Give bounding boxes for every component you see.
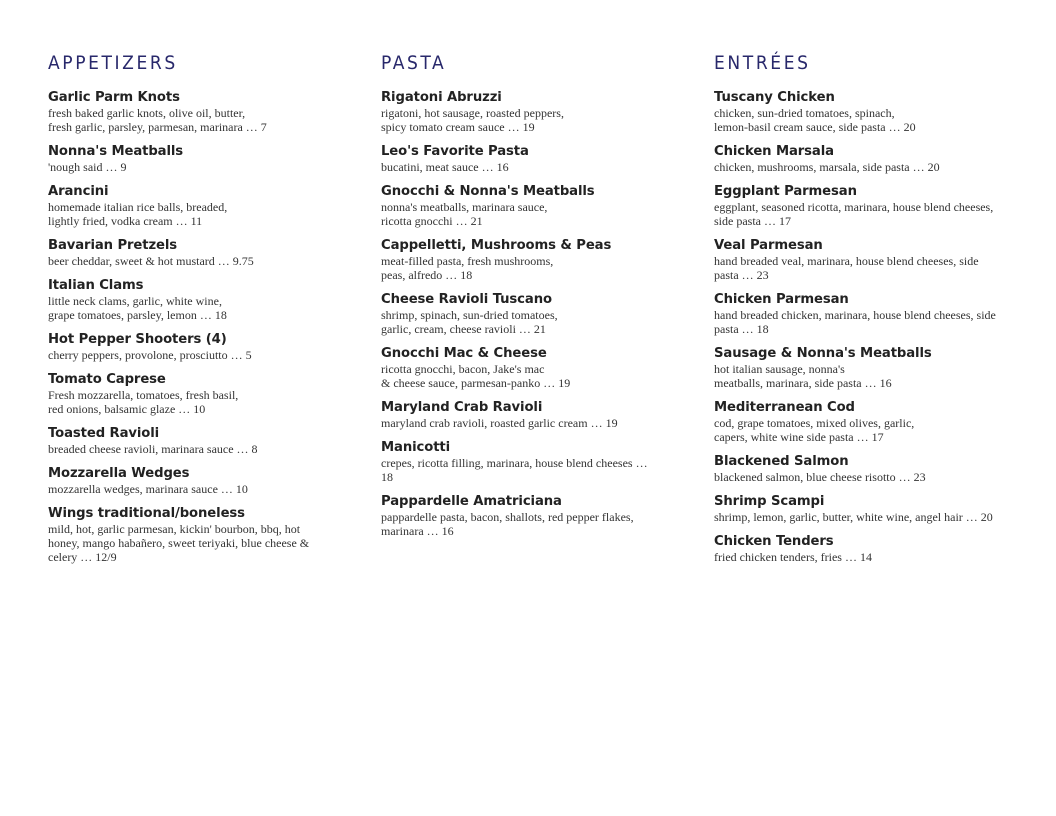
menu-page — [48, 52, 1014, 574]
menu-item — [381, 400, 700, 430]
menu-item — [714, 534, 1014, 564]
item-description: shrimp, spinach, sun-dried tomatoes, garlic, cream, cheese ravioli … 21 — [381, 308, 558, 336]
item-name: Rigatoni Abruzzi — [381, 90, 502, 105]
item-description: beer cheddar, sweet & hot mustard … 9.75 — [48, 254, 254, 268]
menu-item — [48, 466, 367, 496]
menu-item — [48, 426, 367, 456]
item-description: homemade italian rice balls, breaded, lightly fried, vodka cream … 11 — [48, 200, 228, 228]
item-description: hot italian sausage, nonna's meatballs, marinara, side pasta … 16 — [714, 362, 892, 390]
item-name: Tuscany Chicken — [714, 90, 835, 105]
item-description: maryland crab ravioli, roasted garlic cream … 19 — [381, 416, 618, 430]
menu-item — [714, 144, 1014, 174]
item-description: eggplant, seasoned ricotta, marinara, house blend cheeses, side pasta … 17 — [714, 200, 994, 228]
item-description: little neck clams, garlic, white wine, grape tomatoes, parsley, lemon … 18 — [48, 294, 227, 322]
column-pasta — [381, 52, 714, 574]
item-description: chicken, sun-dried tomatoes, spinach, lemon-basil cream sauce, side pasta … 20 — [714, 106, 916, 134]
item-name: Gnocchi Mac & Cheese — [381, 346, 547, 361]
item-name: Chicken Marsala — [714, 144, 834, 159]
menu-item — [381, 440, 700, 484]
item-description: hand breaded chicken, marinara, house blend cheeses, side pasta … 18 — [714, 308, 996, 336]
menu-item — [48, 506, 367, 564]
item-description: hand breaded veal, marinara, house blend cheeses, side pasta … 23 — [714, 254, 979, 282]
menu-item — [381, 144, 700, 174]
item-name: Arancini — [48, 184, 109, 199]
menu-item — [714, 292, 1014, 336]
column-entrees — [714, 52, 1014, 574]
item-name: Leo's Favorite Pasta — [381, 144, 529, 159]
item-description: chicken, mushrooms, marsala, side pasta … 20 — [714, 160, 940, 174]
menu-item — [381, 90, 700, 134]
item-description: crepes, ricotta filling, marinara, house blend cheeses … 18 — [381, 456, 648, 484]
item-name: Tomato Caprese — [48, 372, 166, 387]
item-description: cod, grape tomatoes, mixed olives, garlic, capers, white wine side pasta … 17 — [714, 416, 915, 444]
menu-item — [48, 184, 367, 228]
item-description: mozzarella wedges, marinara sauce … 10 — [48, 482, 248, 496]
menu-item — [381, 238, 700, 282]
section-title-entrees: ENTRÉES — [714, 52, 811, 74]
menu-item — [714, 238, 1014, 282]
item-name: Sausage & Nonna's Meatballs — [714, 346, 932, 361]
item-description: pappardelle pasta, bacon, shallots, red pepper flakes, marinara … 16 — [381, 510, 634, 538]
menu-item — [714, 400, 1014, 444]
item-description: fresh baked garlic knots, olive oil, butter, fresh garlic, parsley, parmesan, marinara … 7 — [48, 106, 267, 134]
item-description: meat-filled pasta, fresh mushrooms, peas, alfredo … 18 — [381, 254, 554, 282]
item-name: Cheese Ravioli Tuscano — [381, 292, 552, 307]
item-name: Chicken Parmesan — [714, 292, 849, 307]
item-description: shrimp, lemon, garlic, butter, white wine, angel hair … 20 — [714, 510, 993, 524]
item-name: Veal Parmesan — [714, 238, 823, 253]
item-name: Blackened Salmon — [714, 454, 849, 469]
item-description: rigatoni, hot sausage, roasted peppers, spicy tomato cream sauce … 19 — [381, 106, 564, 134]
item-description: mild, hot, garlic parmesan, kickin' bourbon, bbq, hot honey, mango habañero, sweet teriyaki, blue cheese & celery … 12/9 — [48, 522, 310, 564]
menu-item — [381, 494, 700, 538]
item-description: fried chicken tenders, fries … 14 — [714, 550, 872, 564]
item-name: Maryland Crab Ravioli — [381, 400, 543, 415]
item-name: Gnocchi & Nonna's Meatballs — [381, 184, 595, 199]
menu-item — [381, 184, 700, 228]
section-title-pasta: PASTA — [381, 52, 447, 74]
item-name: Eggplant Parmesan — [714, 184, 857, 199]
item-name: Bavarian Pretzels — [48, 238, 178, 253]
menu-item — [714, 184, 1014, 228]
menu-item — [714, 454, 1014, 484]
menu-item — [48, 372, 367, 416]
item-name: Shrimp Scampi — [714, 494, 825, 509]
item-description: nonna's meatballs, marinara sauce, ricotta gnocchi … 21 — [381, 200, 548, 228]
item-name: Toasted Ravioli — [48, 426, 160, 441]
item-description: breaded cheese ravioli, marinara sauce … 8 — [48, 442, 258, 456]
item-name: Wings traditional/boneless — [48, 506, 245, 521]
item-name: Mediterranean Cod — [714, 400, 855, 415]
item-description: blackened salmon, blue cheese risotto … 23 — [714, 470, 926, 484]
item-description: ricotta gnocchi, bacon, Jake's mac & cheese sauce, parmesan-panko … 19 — [381, 362, 571, 390]
menu-item — [381, 292, 700, 336]
menu-item — [714, 494, 1014, 524]
menu-item — [714, 90, 1014, 134]
menu-item — [48, 278, 367, 322]
item-name: Mozzarella Wedges — [48, 466, 190, 481]
item-description: Fresh mozzarella, tomatoes, fresh basil, red onions, balsamic glaze … 10 — [48, 388, 239, 416]
item-name: Nonna's Meatballs — [48, 144, 184, 159]
menu-item — [48, 332, 367, 362]
menu-item — [714, 346, 1014, 390]
item-description: cherry peppers, provolone, prosciutto … 5 — [48, 348, 252, 362]
menu-item — [48, 238, 367, 268]
item-name: Garlic Parm Knots — [48, 90, 180, 105]
item-description: 'nough said … 9 — [48, 160, 127, 174]
item-name: Chicken Tenders — [714, 534, 834, 549]
item-name: Pappardelle Amatriciana — [381, 494, 562, 509]
item-name: Manicotti — [381, 440, 451, 455]
item-name: Italian Clams — [48, 278, 144, 293]
section-title-appetizers: APPETIZERS — [48, 52, 178, 74]
item-name: Cappelletti, Mushrooms & Peas — [381, 238, 612, 253]
menu-item — [48, 144, 367, 174]
menu-item — [48, 90, 367, 134]
column-appetizers — [48, 52, 381, 574]
menu-item — [381, 346, 700, 390]
item-name: Hot Pepper Shooters (4) — [48, 332, 227, 347]
item-description: bucatini, meat sauce … 16 — [381, 160, 509, 174]
